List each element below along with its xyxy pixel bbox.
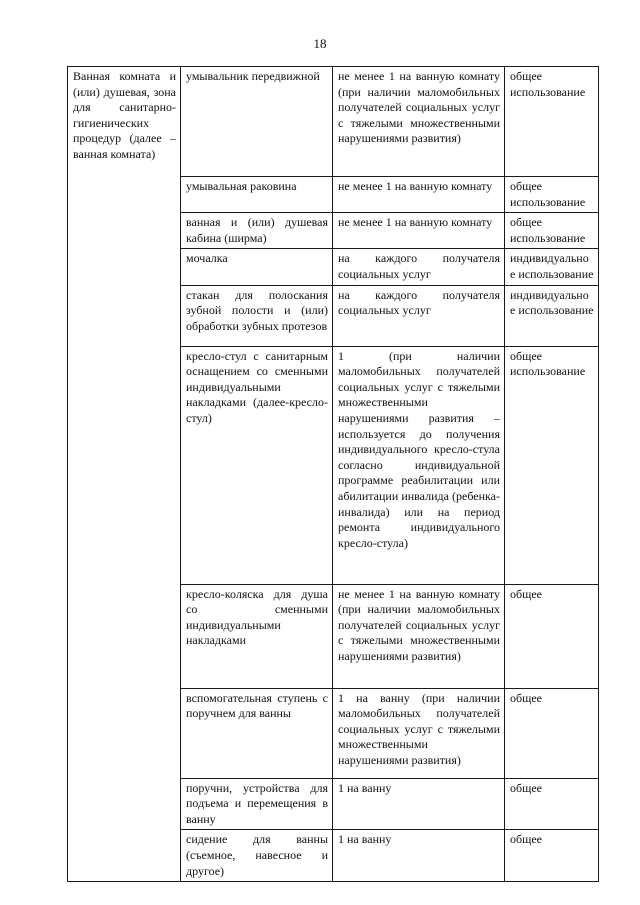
item-quantity: не менее 1 на ванную комнату bbox=[338, 215, 493, 230]
group-label-cell bbox=[68, 67, 181, 882]
quantity-cell bbox=[333, 285, 505, 346]
quantity-cell bbox=[333, 778, 505, 830]
table-row bbox=[68, 67, 599, 177]
item-quantity: не менее 1 на ванную комнату bbox=[338, 179, 493, 193]
item-cell bbox=[181, 584, 333, 688]
quantity-cell bbox=[333, 67, 505, 177]
item-quantity: не менее 1 на ванную комнату (при наличии маломобильных получателей социальных услуг с тяжелыми множественными нарушениями развития) bbox=[338, 586, 500, 663]
item-usage: общее bbox=[510, 690, 542, 705]
quantity-cell bbox=[333, 688, 505, 778]
item-usage: общее bbox=[510, 832, 542, 847]
item-usage: общее использование bbox=[510, 348, 586, 379]
quantity-cell bbox=[333, 830, 505, 882]
quantity-cell bbox=[333, 346, 505, 584]
item-quantity: 1 на ванну (при наличии маломобильных получателей социальных услуг с тяжелыми множественными нарушениями развития) bbox=[338, 690, 500, 767]
usage-cell bbox=[505, 346, 599, 584]
item-name: мочалка bbox=[186, 251, 228, 266]
quantity-cell bbox=[333, 584, 505, 688]
usage-cell bbox=[505, 67, 599, 177]
item-quantity: на каждого получателя социальных услуг bbox=[338, 251, 500, 281]
item-usage: общее использование bbox=[510, 215, 586, 245]
item-quantity: 1 на ванну bbox=[338, 832, 392, 847]
item-cell bbox=[181, 346, 333, 584]
item-quantity: не менее 1 на ванную комнату (при наличии маломобильных получателей социальных услуг с тяжелыми множественными нарушениями развития) bbox=[338, 69, 500, 146]
item-cell bbox=[181, 67, 333, 177]
item-name: умывальник передвижной bbox=[186, 69, 320, 83]
item-name: кресло-коляска для душа со сменными индивидуальными накладками bbox=[186, 586, 328, 648]
item-usage: индивидуальное использование bbox=[510, 287, 594, 318]
usage-cell bbox=[505, 830, 599, 882]
group-label: Ванная комната и (или) душевая, зона для санитарно-гигиенических процедур (далее – ванная комната) bbox=[73, 69, 176, 161]
item-cell bbox=[181, 213, 333, 249]
item-usage: общее использование bbox=[510, 179, 586, 209]
item-name: ванная и (или) душевая кабина (ширма) bbox=[186, 215, 328, 245]
usage-cell bbox=[505, 177, 599, 213]
item-quantity: на каждого получателя социальных услуг bbox=[338, 287, 500, 318]
item-name: сидение для ванны (съемное, навесное и другое) bbox=[186, 832, 328, 878]
item-quantity: 1 на ванну bbox=[338, 780, 392, 795]
item-cell bbox=[181, 688, 333, 778]
item-cell bbox=[181, 778, 333, 830]
item-name: кресло-стул с санитарным оснащением со сменными индивидуальными накладками (далее-кресло-стул) bbox=[186, 348, 328, 425]
usage-cell bbox=[505, 213, 599, 249]
item-name: вспомогательная ступень с поручнем для ванны bbox=[186, 690, 328, 721]
item-cell bbox=[181, 830, 333, 882]
item-usage: общее bbox=[510, 780, 542, 795]
item-cell bbox=[181, 249, 333, 285]
quantity-cell bbox=[333, 177, 505, 213]
item-usage: общее bbox=[510, 586, 542, 601]
usage-cell bbox=[505, 285, 599, 346]
item-name: умывальная раковина bbox=[186, 179, 297, 193]
quantity-cell bbox=[333, 249, 505, 285]
item-usage: индивидуальное использование bbox=[510, 251, 594, 281]
quantity-cell bbox=[333, 213, 505, 249]
item-quantity: 1 (при наличии маломобильных получателей социальных услуг с тяжелыми множественными нарушениями развития – используется до получения индивидуального кресло-стула согласно индивидуальной программе реабилитации или абилитации инвалида (ребенка-инвалида) или на период ремонта индивидуального кресло-стула) bbox=[338, 348, 500, 550]
usage-cell bbox=[505, 778, 599, 830]
usage-cell bbox=[505, 584, 599, 688]
page-number: 18 bbox=[313, 36, 327, 51]
item-name: поручни, устройства для подъема и перемещения в ванну bbox=[186, 780, 328, 826]
item-usage: общее использование bbox=[510, 69, 586, 99]
equipment-table bbox=[67, 66, 599, 882]
item-name: стакан для полоскания зубной полости и (или) обработки зубных протезов bbox=[186, 287, 328, 333]
usage-cell bbox=[505, 688, 599, 778]
usage-cell bbox=[505, 249, 599, 285]
item-cell bbox=[181, 285, 333, 346]
item-cell bbox=[181, 177, 333, 213]
